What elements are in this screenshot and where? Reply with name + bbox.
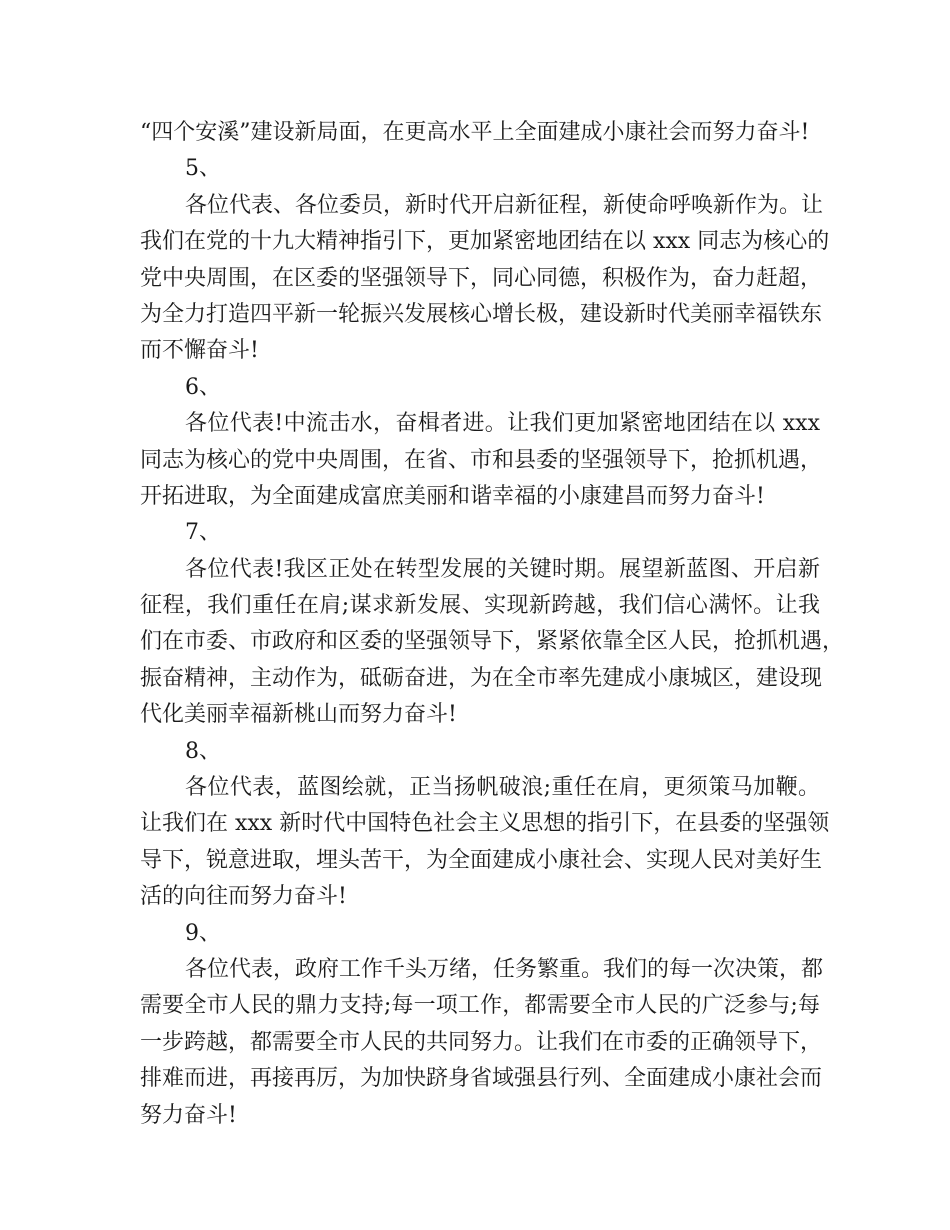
text-line: 我们在党的十九大精神指引下，更加紧密地团结在以 xxx 同志为核心的	[140, 229, 830, 255]
text-line: 一步跨越，都需要全市人民的共同努力。让我们在市委的正确领导下，	[140, 1029, 823, 1055]
text-line: 导下，锐意进取，埋头苦干，为全面建成小康社会、实现人民对美好生	[140, 847, 823, 873]
text-line: 为全力打造四平新一轮振兴发展核心增长极，建设新时代美丽幸福铁东	[140, 301, 823, 327]
text-line: 们在市委、市政府和区委的坚强领导下，紧紧依靠全区人民，抢抓机遇，	[140, 629, 845, 655]
text-line: 各位代表!中流击水，奋楫者进。让我们更加紧密地团结在以 xxx	[185, 411, 820, 437]
text-line: 同志为核心的党中央周围，在省、市和县委的坚强领导下，抢抓机遇，	[140, 447, 823, 473]
text-line: 排难而进，再接再厉，为加快跻身省域强县行列、全面建成小康社会而	[140, 1066, 823, 1092]
text-line: 征程，我们重任在肩;谋求新发展、实现新跨越，我们信心满怀。让我	[140, 593, 820, 619]
text-line: 振奋精神，主动作为，砥砺奋进，为在全市率先建成小康城区，建设现	[140, 665, 823, 691]
text-line: 各位代表!我区正处在转型发展的关键时期。展望新蓝图、开启新	[185, 556, 820, 582]
text-line: 让我们在 xxx 新时代中国特色社会主义思想的指引下，在县委的坚强领	[140, 811, 830, 837]
text-line: 党中央周围，在区委的坚强领导下，同心同德，积极作为，奋力赶超，	[140, 265, 823, 291]
text-line: 7、	[185, 520, 221, 546]
text-line: 而不懈奋斗!	[140, 338, 259, 364]
text-line: 5、	[185, 156, 221, 182]
document-body	[140, 115, 845, 1134]
text-line: 各位代表，政府工作千头万绪，任务繁重。我们的每一次决策，都	[185, 956, 824, 982]
text-line: 9、	[185, 920, 221, 946]
text-line: 各位代表、各位委员，新时代开启新征程，新使命呼唤新作为。让	[185, 192, 824, 218]
text-line: 代化美丽幸福新桃山而努力奋斗!	[140, 702, 457, 728]
text-line: 6、	[185, 374, 221, 400]
text-line: 8、	[185, 738, 221, 764]
text-line: 努力奋斗!	[140, 1102, 237, 1128]
text-line: 需要全市人民的鼎力支持;每一项工作，都需要全市人民的广泛参与;每	[140, 993, 820, 1019]
text-line: 开拓进取，为全面建成富庶美丽和谐幸福的小康建昌而努力奋斗!	[140, 483, 765, 509]
text-line: 各位代表，蓝图绘就，正当扬帆破浪;重任在肩，更须策马加鞭。	[185, 775, 820, 801]
text-line: 活的向往而努力奋斗!	[140, 884, 347, 910]
text-line: “四个安溪”建设新局面，在更高水平上全面建成小康社会而努力奋斗!	[140, 120, 810, 145]
